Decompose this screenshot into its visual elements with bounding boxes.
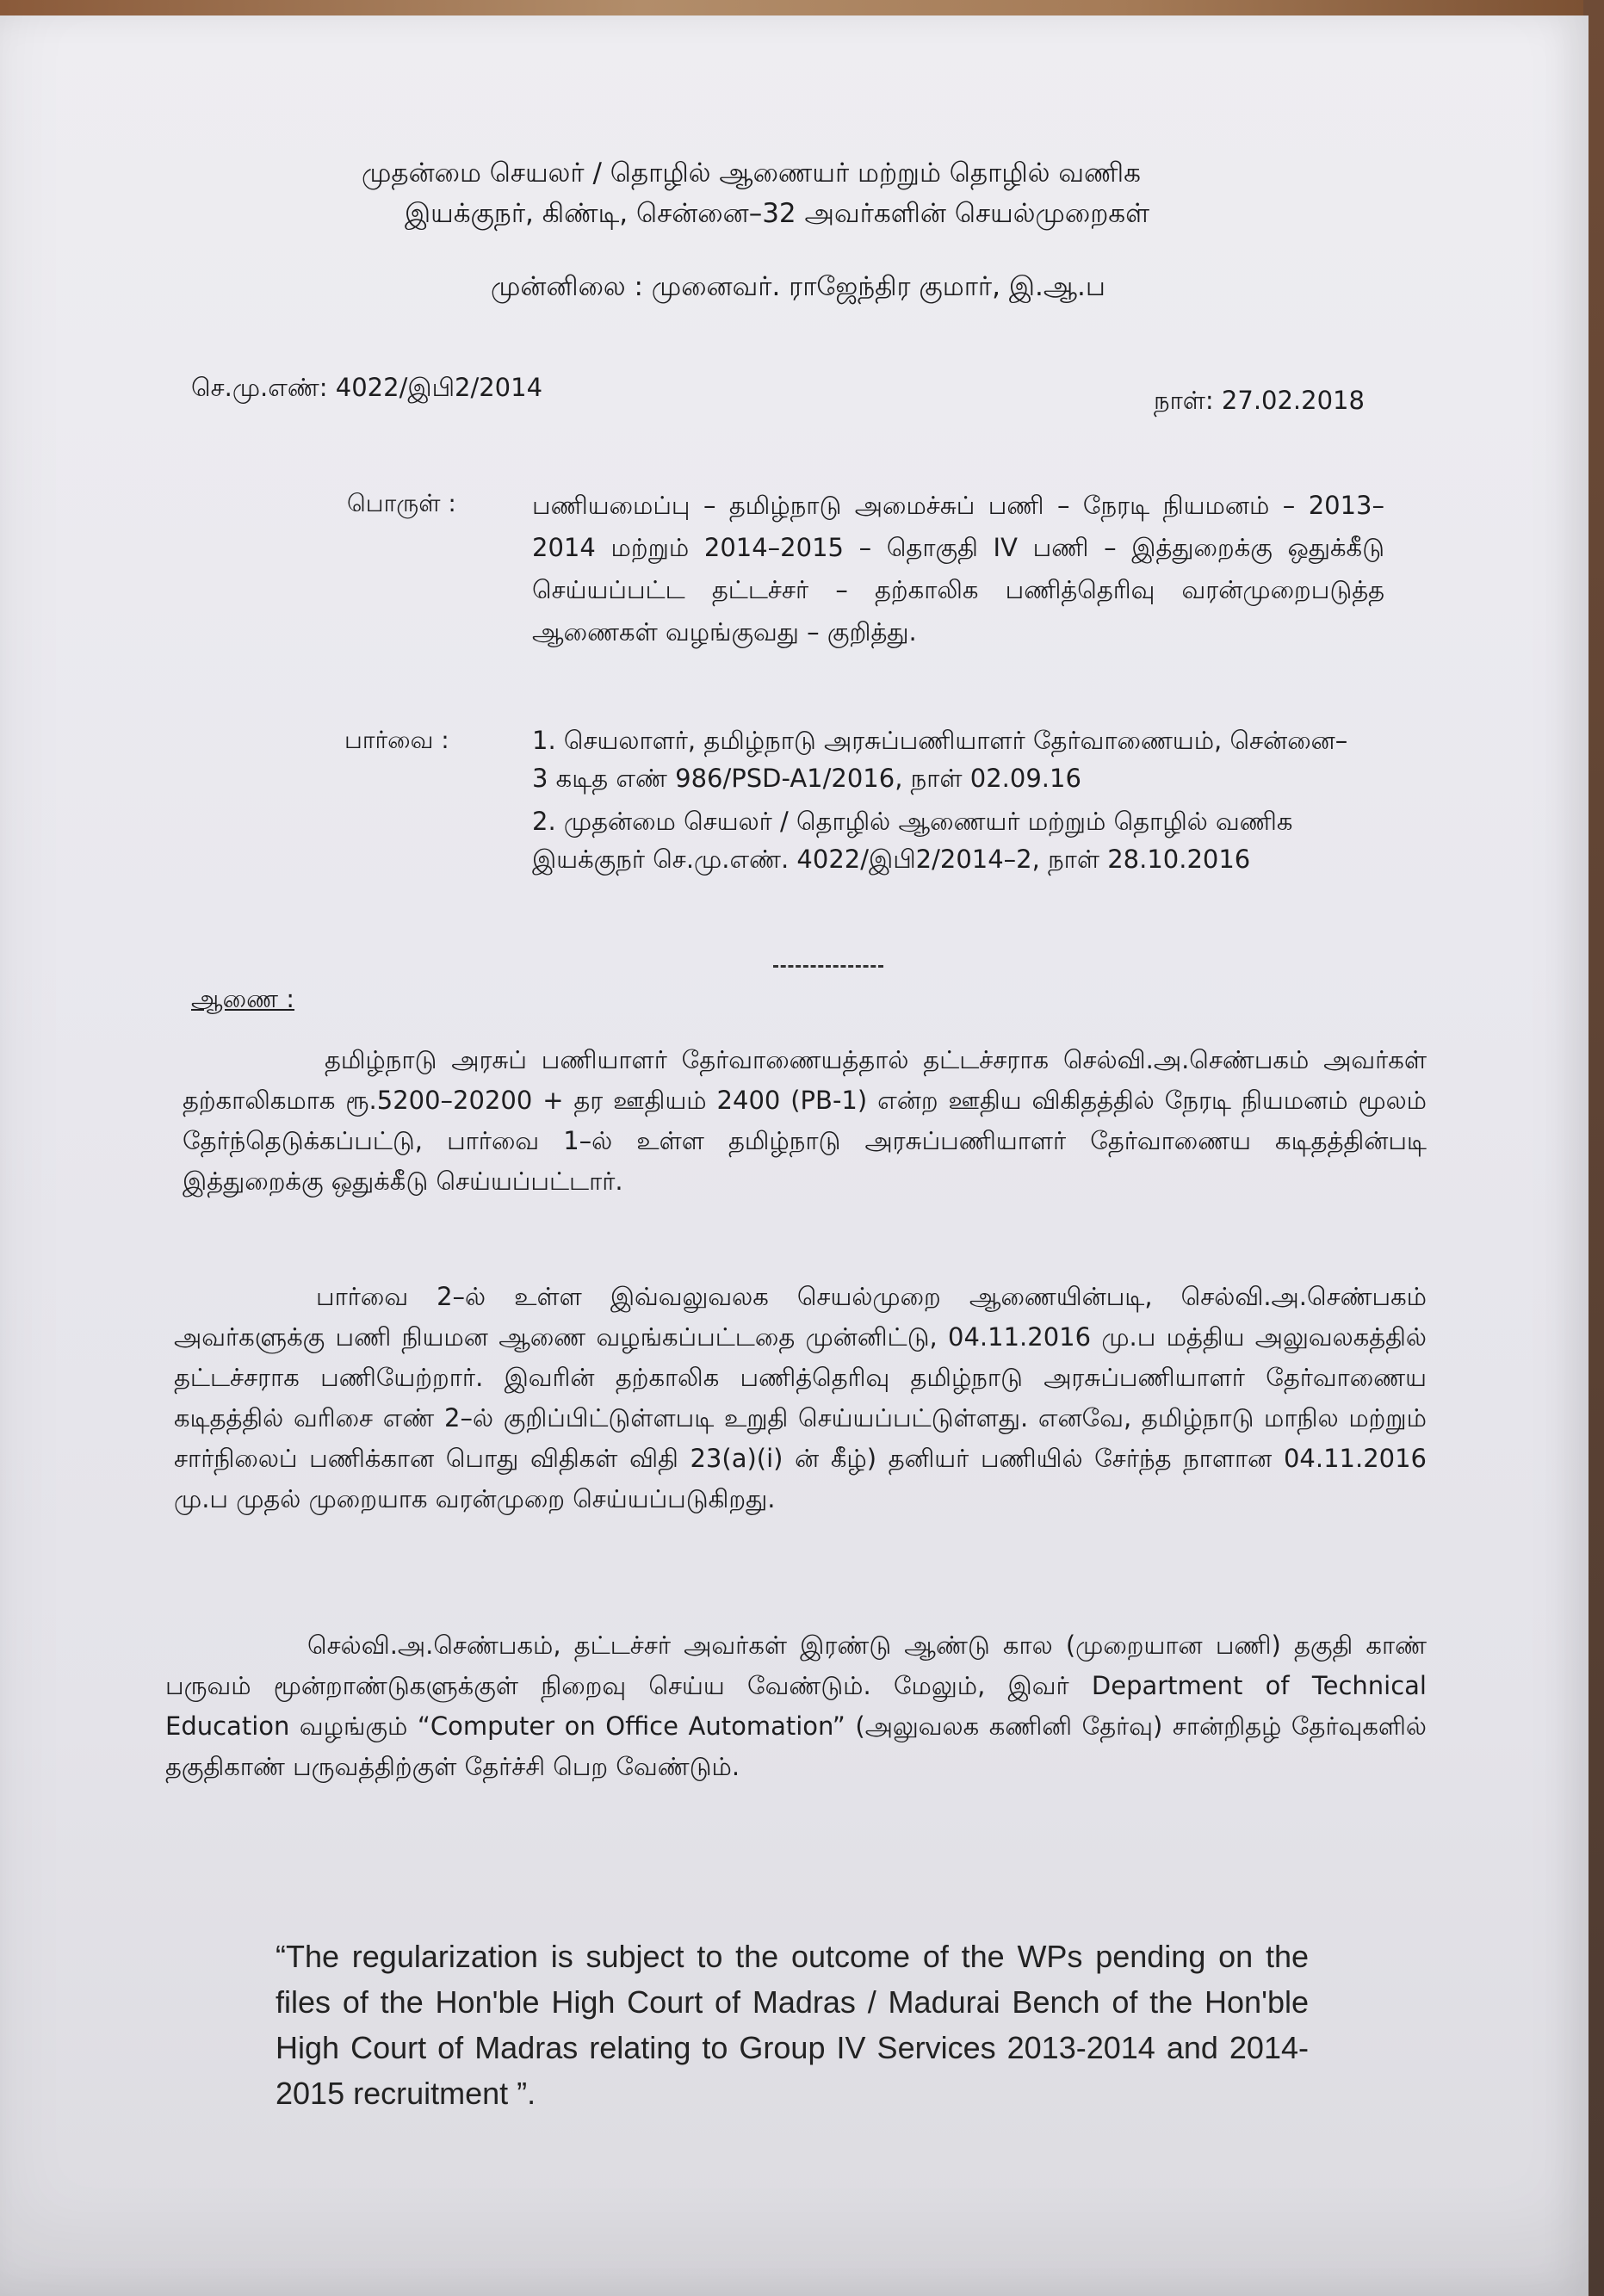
- order-heading: ஆணை :: [191, 984, 295, 1013]
- references-list: [532, 721, 1359, 883]
- reference-date: நாள்: 27.02.2018: [1154, 386, 1365, 415]
- reference-number: செ.மு.எண்: 4022/இபி2/2014: [191, 373, 543, 402]
- header-title-line1: முதன்மை செயலர் / தொழில் ஆணையர் மற்றும் தொழில் வணிக: [362, 158, 1141, 189]
- header-presence: முன்னிலை : முனைவர். ராஜேந்திர குமார், இ.ஆ.ப: [491, 271, 1105, 302]
- order-paragraph-2: பார்வை 2–ல் உள்ள இவ்வலுவலக செயல்முறை ஆணையின்படி, செல்வி.அ.செண்பகம் அவர்களுக்கு பணி நியமன ஆணை வழங்கப்பட்டதை முன்னிட்டு, 04.11.2016 மு.ப மத்திய அலுவலகத்தில் தட்டச்சராக பணியேற்றார். இவரின் தற்காலிக பணித்தெரிவு தமிழ்நாடு அரசுப்பணியாளர் தேர்வாணைய கடிதத்தில் வரிசை எண் 2–ல் குறிப்பிட்டுள்ளபடி உறுதி செய்யப்பட்டுள்ளது. எனவே, தமிழ்நாடு மாநில மற்றும் சார்நிலைப் பணிக்கான பொது விதிகள் விதி 23(a)(i) ன் கீழ்) தனியர் பணியில் சேர்ந்த நாளான 04.11.2016 மு.ப முதல் முறையாக வரன்முறை செய்யப்படுகிறது.: [174, 1282, 1427, 1513]
- references-label: பார்வை :: [344, 726, 449, 754]
- reference-item-2: 2. முதன்மை செயலர் / தொழில் ஆணையர் மற்றும் தொழில் வணிக இயக்குநர் செ.மு.எண். 4022/இபி2/2014–2, நாள் 28.10.2016: [532, 807, 1293, 874]
- section-divider: [773, 965, 883, 968]
- order-paragraph-1: தமிழ்நாடு அரசுப் பணியாளர் தேர்வாணையத்தால் தட்டச்சராக செல்வி.அ.செண்பகம் அவர்கள் தற்காலிகமாக ரூ.5200–20200 + தர ஊதியம் 2400 (PB-1) என்ற ஊதிய விகிதத்தில் நேரடி நியமனம் மூலம் தேர்ந்தெடுக்கப்பட்டு, பார்வை 1–ல் உள்ள தமிழ்நாடு அரசுப்பணியாளர் தேர்வாணைய கடிதத்தின்படி இத்துறைக்கு ஒதுக்கீடு செய்யப்பட்டார்.: [183, 1045, 1427, 1196]
- reference-item-1: 1. செயலாளர், தமிழ்நாடு அரசுப்பணியாளர் தேர்வாணையம், சென்னை–3 கடித எண் 986/PSD-A1/2016, நாள் 02.09.16: [532, 726, 1348, 793]
- subject-text: பணியமைப்பு – தமிழ்நாடு அமைச்சுப் பணி – நேரடி நியமனம் – 2013–2014 மற்றும் 2014–2015 – தொகுதி IV பணி – இத்துறைக்கு ஒதுக்கீடு செய்யப்பட்ட தட்டச்சர் – தற்காலிக பணித்தெரிவு வரன்முறைபடுத்த ஆணைகள் வழங்குவது – குறித்து.: [532, 491, 1384, 647]
- header-title-line2: இயக்குநர், கிண்டி, சென்னை–32 அவர்களின் செயல்முறைகள்: [405, 198, 1150, 229]
- document-page: [0, 15, 1589, 2296]
- regularization-quote: “The regularization is subject to the outcome of the WPs pending on the files of the Hon'ble High Court of Madras / Madurai Bench of the Hon'ble High Court of Madras relating to Group IV Services 2013-2014 and 2014-2015 recruitment ”.: [276, 1939, 1309, 2111]
- order-paragraph-3: செல்வி.அ.செண்பகம், தட்டச்சர் அவர்கள் இரண்டு ஆண்டு கால (முறையான பணி) தகுதி காண் பருவம் மூன்றாண்டுகளுக்குள் நிறைவு செய்ய வேண்டும். மேலும், இவர் Department of Technical Education வழங்கும் “Computer on Office Automation” (அலுவலக கணினி தேர்வு) சான்றிதழ் தேர்வுகளில் தகுதிகாண் பருவத்திற்குள் தேர்ச்சி பெற வேண்டும்.: [165, 1631, 1427, 1781]
- subject-label: பொருள் :: [347, 489, 456, 517]
